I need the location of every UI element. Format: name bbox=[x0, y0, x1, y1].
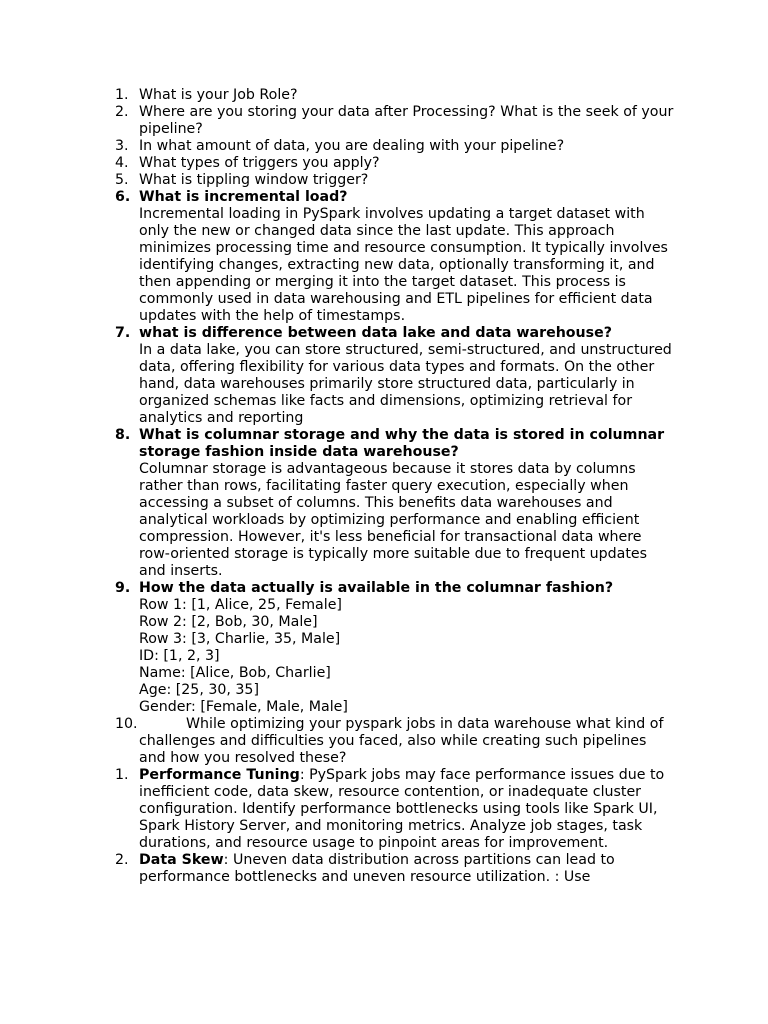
sub-item-title: Performance Tuning bbox=[139, 767, 300, 783]
example-line: Age: [25, 30, 35] bbox=[139, 682, 259, 698]
question-list bbox=[115, 87, 675, 886]
sub-item-body bbox=[139, 852, 675, 886]
answer-text: In a data lake, you can store structured, semi-structured, and unstructured data, offering flexibility for various data types and formats. On the other hand, data warehouses primarily store structured data, particularly in organized schemas like facts and dimensions, optimizing retrieval for analytics and reporting bbox=[139, 342, 672, 426]
question-item-8 bbox=[115, 427, 675, 580]
question-item-5 bbox=[115, 172, 675, 189]
sub-item-text: : PySpark jobs may face performance issues due to inefficient code, data skew, resource contention, or inadequate cluster configuration. Identify performance bottlenecks using tools like Spark UI, Spark History Server, and monitoring metrics. Analyze job stages, task durations, and resource usage to pinpoint areas for improvement. bbox=[139, 767, 665, 851]
question-number: 6. bbox=[115, 189, 131, 205]
question-number: 7. bbox=[115, 325, 131, 341]
question-item-3 bbox=[115, 138, 675, 155]
question-item-6 bbox=[115, 189, 675, 325]
example-line: Row 2: [2, Bob, 30, Male] bbox=[139, 614, 318, 630]
question-item-1 bbox=[115, 87, 675, 104]
question-number: 10. bbox=[115, 716, 138, 732]
example-line: Row 3: [3, Charlie, 35, Male] bbox=[139, 631, 341, 647]
question-body bbox=[139, 189, 675, 325]
question-item-2 bbox=[115, 104, 675, 138]
answer-text: Columnar storage is advantageous because it stores data by columns rather than rows, facilitating faster query execution, especially when accessing a subset of columns. This benefits data warehouses and analytical workloads by optimizing performance and enabling efficient compression. However, it's less beneficial for transactional data where row-oriented storage is typically more suitable due to frequent updates and inserts. bbox=[139, 461, 648, 579]
answer-text: Incremental loading in PySpark involves updating a target dataset with only the new or changed data since the last update. This approach minimizes processing time and resource consumption. It typically involves identifying changes, extracting new data, optionally transforming it, and then appending or merging it into the target dataset. This process is commonly used in data warehousing and ETL pipelines for efficient data updates with the help of timestamps. bbox=[139, 206, 668, 324]
question-item-4 bbox=[115, 155, 675, 172]
sub-item-title: Data Skew bbox=[139, 852, 224, 868]
sub-item-data-skew bbox=[115, 852, 675, 886]
sub-item-performance-tuning bbox=[115, 767, 675, 852]
example-line: Row 1: [1, Alice, 25, Female] bbox=[139, 597, 342, 613]
question-number: 8. bbox=[115, 427, 131, 443]
question-text: What is columnar storage and why the data is stored in columnar storage fashion inside data warehouse? bbox=[139, 427, 665, 460]
question-text: Where are you storing your data after Processing? What is the seek of your pipeline? bbox=[139, 104, 674, 137]
question-text: What is tippling window trigger? bbox=[139, 172, 369, 188]
question-number: 3. bbox=[115, 138, 129, 154]
question-number: 5. bbox=[115, 172, 129, 188]
example-line: Name: [Alice, Bob, Charlie] bbox=[139, 665, 331, 681]
question-number: 9. bbox=[115, 580, 131, 596]
question-item-10 bbox=[115, 716, 675, 767]
question-text: In what amount of data, you are dealing with your pipeline? bbox=[139, 138, 565, 154]
question-text bbox=[139, 716, 675, 767]
sub-item-number: 1. bbox=[115, 767, 129, 783]
question-text-content: While optimizing your pyspark jobs in data warehouse what kind of challenges and difficulties you faced, also while creating such pipelines and how you resolved these? bbox=[139, 716, 664, 766]
question-number: 2. bbox=[115, 104, 129, 120]
question-body bbox=[139, 427, 675, 580]
question-text: What is your Job Role? bbox=[139, 87, 298, 103]
question-item-7 bbox=[115, 325, 675, 427]
question-number: 4. bbox=[115, 155, 129, 171]
question-text: What is incremental load? bbox=[139, 189, 348, 205]
question-text: what is difference between data lake and data warehouse? bbox=[139, 325, 612, 341]
question-item-9 bbox=[115, 580, 675, 716]
question-text: How the data actually is available in the columnar fashion? bbox=[139, 580, 614, 596]
example-line: Gender: [Female, Male, Male] bbox=[139, 699, 348, 715]
sub-item-number: 2. bbox=[115, 852, 129, 868]
question-body bbox=[139, 325, 675, 427]
question-body bbox=[139, 580, 675, 716]
question-number: 1. bbox=[115, 87, 129, 103]
sub-item-body bbox=[139, 767, 675, 852]
sub-item-text: : Uneven data distribution across partitions can lead to performance bottlenecks and uneven resource utilization. : Use bbox=[139, 852, 615, 885]
question-text: What types of triggers you apply? bbox=[139, 155, 380, 171]
example-line: ID: [1, 2, 3] bbox=[139, 648, 220, 664]
